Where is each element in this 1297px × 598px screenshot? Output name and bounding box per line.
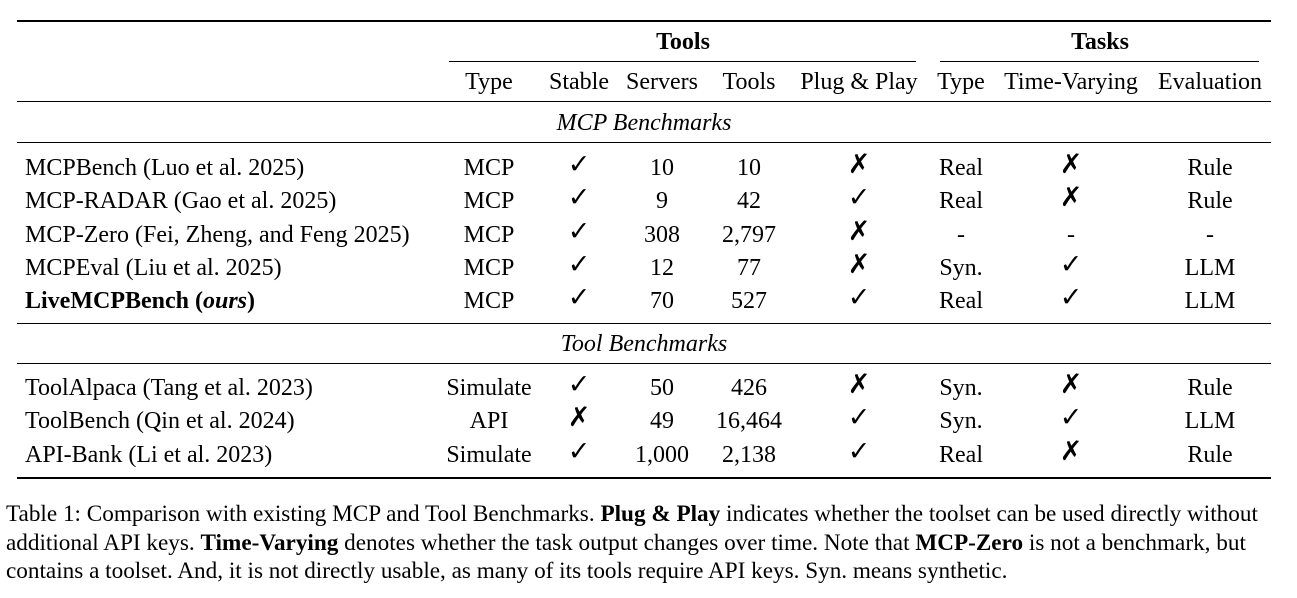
check-icon: ✓ xyxy=(567,369,591,400)
check-icon: ✓ xyxy=(847,402,871,433)
row-task-type: Real xyxy=(939,442,983,468)
ours-benchmark-name: LiveMCPBench xyxy=(25,288,189,314)
row-evaluation: Rule xyxy=(1187,188,1233,214)
row-time-varying: - xyxy=(1067,222,1075,248)
tools-group-header: Tools xyxy=(656,29,710,55)
ours-paren-close: ) xyxy=(247,288,256,314)
cross-icon: ✗ xyxy=(847,149,871,180)
row-task-type: - xyxy=(957,222,965,248)
table-caption xyxy=(6,500,1291,586)
row-type: MCP xyxy=(463,288,515,314)
row-name: MCPBench (Luo et al. 2025) xyxy=(25,155,305,181)
header-tools-type: Type xyxy=(465,69,513,95)
header-tools: Tools xyxy=(722,69,776,95)
table-top-rule xyxy=(17,20,1271,22)
row-servers: 9 xyxy=(656,188,668,214)
check-icon: ✓ xyxy=(1059,402,1083,433)
check-icon: ✓ xyxy=(567,182,591,213)
row-evaluation: - xyxy=(1206,222,1214,248)
header-stable: Stable xyxy=(549,69,609,95)
row-task-type: Real xyxy=(939,288,983,314)
row-evaluation: Rule xyxy=(1187,155,1233,181)
row-task-type: Real xyxy=(939,155,983,181)
row-name: MCP-RADAR (Gao et al. 2025) xyxy=(25,188,337,214)
row-name: ToolAlpaca (Tang et al. 2023) xyxy=(25,375,313,401)
caption-term-time-varying: Time-Varying xyxy=(200,529,339,556)
row-servers: 70 xyxy=(650,288,674,314)
row-name: API-Bank (Li et al. 2023) xyxy=(25,442,273,468)
caption-text: indicates whether the toolset can be used directly without additional API keys. xyxy=(6,501,1258,556)
row-type: MCP xyxy=(463,222,515,248)
row-tools: 77 xyxy=(737,255,761,281)
row-task-type: Real xyxy=(939,188,983,214)
header-evaluation: Evaluation xyxy=(1158,69,1262,95)
header-bottom-rule xyxy=(17,101,1271,102)
row-task-type: Syn. xyxy=(939,375,983,401)
cross-icon: ✗ xyxy=(847,369,871,400)
tasks-group-underline xyxy=(940,61,1259,62)
header-plug-play: Plug & Play xyxy=(800,69,918,95)
row-evaluation: Rule xyxy=(1187,375,1233,401)
check-icon: ✓ xyxy=(567,216,591,247)
check-icon: ✓ xyxy=(1059,282,1083,313)
row-name-ours xyxy=(25,287,255,315)
tasks-group-header: Tasks xyxy=(1071,29,1129,55)
cross-icon: ✗ xyxy=(1059,182,1083,213)
check-icon: ✓ xyxy=(567,436,591,467)
table-bottom-rule xyxy=(17,477,1271,479)
row-servers: 1,000 xyxy=(635,442,689,468)
caption-text: is not a benchmark, but contains a toolset. And, it is not directly usable, as many of its tools require API keys. Syn. means synthetic. xyxy=(6,529,1246,584)
check-icon: ✓ xyxy=(567,149,591,180)
caption-text: denotes whether the task output changes over time. Note that xyxy=(338,529,916,556)
mcp-section-rule xyxy=(17,142,1271,143)
header-servers: Servers xyxy=(626,69,698,95)
row-task-type: Syn. xyxy=(939,408,983,434)
cross-icon: ✗ xyxy=(567,402,591,433)
tools-group-underline xyxy=(449,61,916,62)
row-servers: 10 xyxy=(650,155,674,181)
row-evaluation: LLM xyxy=(1184,288,1236,314)
row-evaluation: LLM xyxy=(1184,255,1236,281)
header-time-varying: Time-Varying xyxy=(1004,69,1138,95)
row-type: Simulate xyxy=(446,375,532,401)
row-servers: 308 xyxy=(644,222,680,248)
tool-section-rule xyxy=(17,363,1271,364)
ours-tag: ours xyxy=(202,288,248,314)
check-icon: ✓ xyxy=(847,436,871,467)
row-tools: 10 xyxy=(737,155,761,181)
row-servers: 12 xyxy=(650,255,674,281)
tool-benchmarks-section-title: Tool Benchmarks xyxy=(560,331,728,357)
caption-text: Table 1: Comparison with existing MCP and Tool Benchmarks. xyxy=(6,501,601,527)
row-tools: 527 xyxy=(731,288,767,314)
row-type: MCP xyxy=(463,255,515,281)
row-servers: 50 xyxy=(650,375,674,401)
row-tools: 42 xyxy=(737,188,761,214)
row-servers: 49 xyxy=(650,408,674,434)
row-evaluation: Rule xyxy=(1187,442,1233,468)
cross-icon: ✗ xyxy=(847,216,871,247)
row-tools: 2,797 xyxy=(722,222,776,248)
ours-paren-open: ( xyxy=(188,288,203,314)
check-icon: ✓ xyxy=(567,249,591,280)
check-icon: ✓ xyxy=(847,282,871,313)
row-tools: 2,138 xyxy=(722,442,776,468)
mcp-benchmarks-section-title: MCP Benchmarks xyxy=(556,110,732,136)
cross-icon: ✗ xyxy=(1059,436,1083,467)
row-evaluation: LLM xyxy=(1184,408,1236,434)
row-type: MCP xyxy=(463,188,515,214)
row-tools: 426 xyxy=(731,375,767,401)
caption-term-plug-play: Plug & Play xyxy=(600,501,721,527)
row-type: Simulate xyxy=(446,442,532,468)
row-name: MCP-Zero (Fei, Zheng, and Feng 2025) xyxy=(25,222,410,248)
mcp-section-end-rule xyxy=(17,323,1271,324)
row-name: MCPEval (Liu et al. 2025) xyxy=(25,255,282,281)
check-icon: ✓ xyxy=(1059,249,1083,280)
cross-icon: ✗ xyxy=(1059,149,1083,180)
row-name: ToolBench (Qin et al. 2024) xyxy=(25,408,295,434)
cross-icon: ✗ xyxy=(847,249,871,280)
caption-term-mcp-zero: MCP-Zero xyxy=(915,529,1024,556)
row-type: MCP xyxy=(463,155,515,181)
row-task-type: Syn. xyxy=(939,255,983,281)
cross-icon: ✗ xyxy=(1059,369,1083,400)
row-tools: 16,464 xyxy=(716,408,782,434)
header-task-type: Type xyxy=(937,69,985,95)
row-type: API xyxy=(469,408,509,434)
check-icon: ✓ xyxy=(847,182,871,213)
check-icon: ✓ xyxy=(567,282,591,313)
